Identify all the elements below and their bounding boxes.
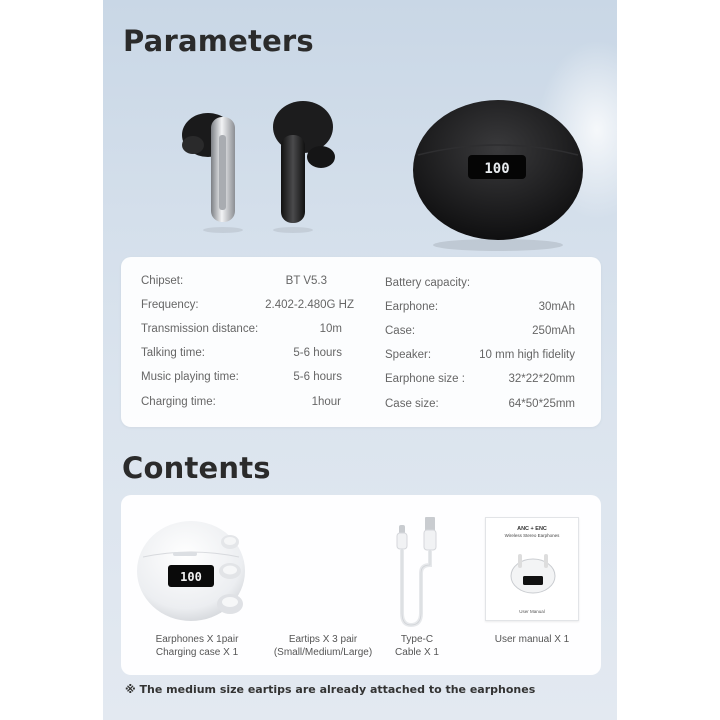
spec-row — [141, 396, 341, 410]
spec-row — [385, 301, 575, 315]
caption-line: (Small/Medium/Large) — [273, 647, 373, 658]
footnote: ※ The medium size eartips are already attached to the earphones — [125, 683, 536, 696]
spec-row — [141, 371, 342, 385]
right-earbud — [273, 101, 335, 233]
spec-label: Frequency: — [141, 299, 199, 311]
case-display-text: 100 — [484, 161, 510, 177]
caption-line: User manual X 1 — [494, 634, 570, 645]
parameters-title: Parameters — [123, 24, 314, 58]
manual-case-icon — [508, 550, 558, 595]
spec-value: 30mAh — [538, 301, 575, 313]
spec-value: 2.402-2.480G HZ — [265, 299, 354, 311]
spec-label: Talking time: — [141, 347, 205, 359]
spec-label: Battery capacity: — [385, 277, 471, 289]
eartips-image — [215, 530, 245, 620]
spec-label: Earphone: — [385, 301, 439, 313]
spec-value: 5-6 hours — [293, 347, 342, 359]
item-caption-eartips — [263, 633, 383, 659]
caption-line: Type-C — [400, 634, 434, 645]
item-caption-earphones — [143, 633, 251, 659]
spec-row — [385, 277, 575, 291]
spec-value: 5-6 hours — [293, 371, 342, 383]
spec-row — [385, 373, 575, 387]
spec-value: 10m — [319, 323, 342, 335]
white-case-display-text: 100 — [180, 570, 202, 584]
caption-line: Earphones X 1pair — [155, 634, 239, 645]
contents-card — [121, 495, 601, 675]
manual-footer: User Manual — [519, 609, 545, 614]
spec-label: Music playing time: — [141, 371, 239, 383]
spec-label: Charging time: — [141, 396, 216, 408]
spec-row — [141, 347, 342, 361]
user-manual-image — [485, 517, 579, 621]
spec-label: Case size: — [385, 398, 439, 410]
spec-value: 1hour — [311, 396, 341, 408]
spec-row — [385, 349, 575, 363]
spec-row — [385, 325, 575, 339]
spec-label: Earphone size : — [385, 373, 465, 385]
spec-value: BT V5.3 — [285, 275, 327, 287]
item-caption-manual — [479, 633, 585, 646]
manual-heading: ANC + ENC — [517, 526, 547, 532]
spec-row — [385, 398, 575, 412]
spec-card — [121, 257, 601, 427]
spec-value: 250mAh — [532, 325, 575, 337]
type-c-cable-image — [393, 513, 443, 628]
caption-line: Charging case X 1 — [155, 647, 239, 658]
spec-label: Chipset: — [141, 275, 184, 287]
manual-subheading: Wireless Stereo Earphones — [504, 533, 560, 538]
item-caption-cable — [387, 633, 447, 659]
left-earbud — [182, 113, 243, 233]
spec-row — [141, 275, 327, 289]
earbuds-illustration — [163, 95, 583, 260]
spec-label: Case: — [385, 325, 416, 337]
product-poster — [103, 0, 617, 720]
spec-value: 32*22*20mm — [508, 373, 575, 385]
spec-row — [141, 323, 342, 337]
caption-line: Cable X 1 — [395, 647, 439, 658]
spec-row — [141, 299, 354, 313]
contents-title: Contents — [122, 451, 271, 485]
spec-label: Speaker: — [385, 349, 432, 361]
spec-value: 64*50*25mm — [508, 398, 575, 410]
caption-line: Eartips X 3 pair — [288, 634, 358, 645]
spec-value: 10 mm high fidelity — [479, 349, 575, 361]
spec-label: Transmission distance: — [141, 323, 259, 335]
